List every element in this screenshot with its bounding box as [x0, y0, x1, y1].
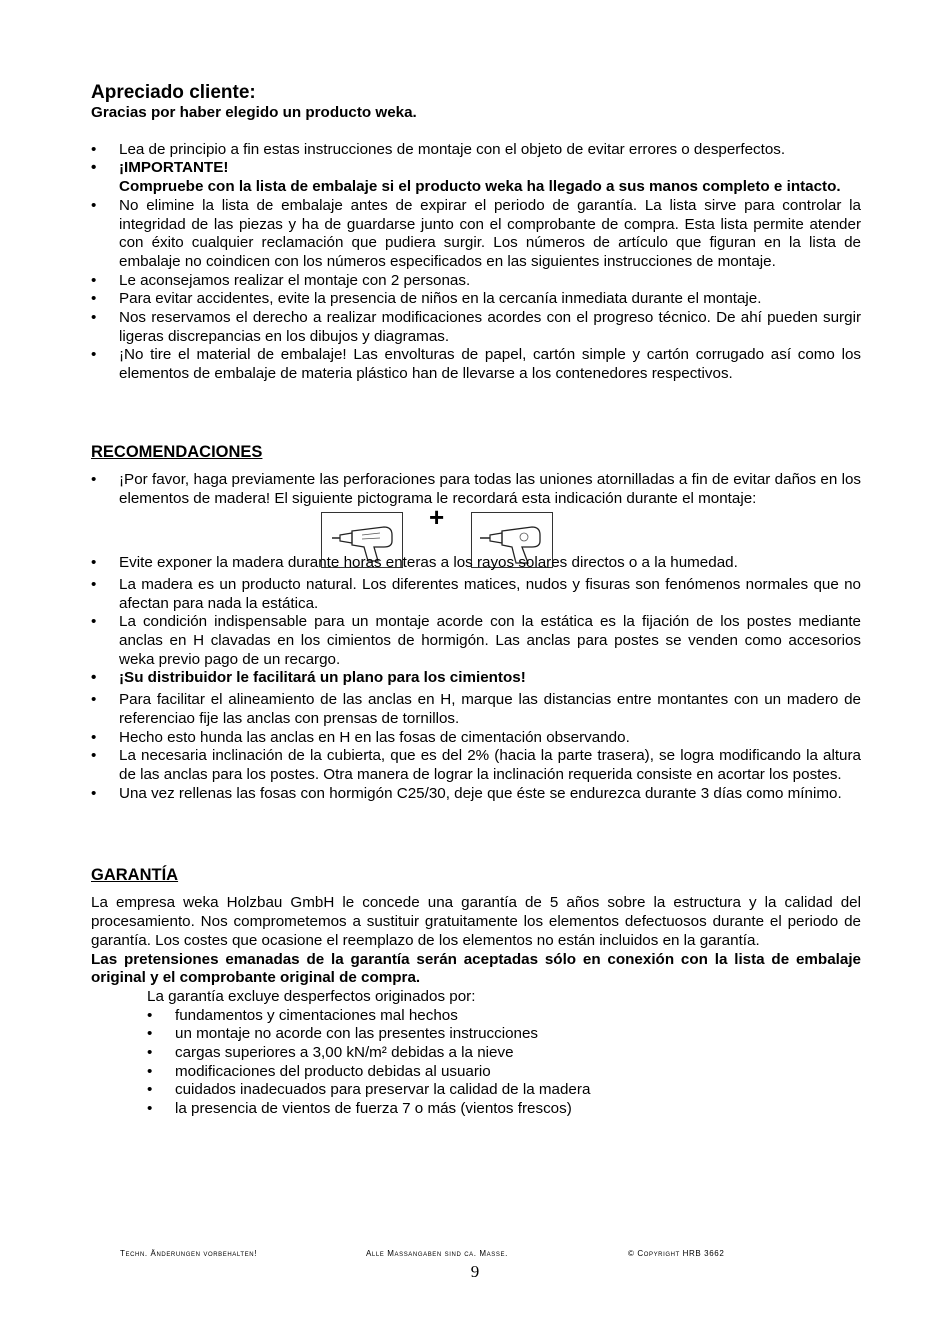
important-item: • ¡IMPORTANTE! Compruebe con la lista de embalaje si el producto weka ha llegado a sus manos completo e intacto.: [91, 159, 841, 196]
bullet-icon: •: [147, 1025, 153, 1043]
bullet-icon: •: [91, 159, 97, 177]
list-item: • Hecho esto hunda las anclas en H en las fosas de cimentación observando.: [91, 728, 630, 746]
list-item: • Nos reservamos el derecho a realizar modificaciones acordes con el progreso técnico. De ahí pueden surgir ligeras discrepancias en los dibujos y diagramas.: [91, 309, 861, 345]
footer-right: © Copyright HRB 3662: [628, 1249, 725, 1258]
bullet-icon: •: [91, 271, 97, 289]
footer-center: Alle Massangaben sind ca. Masse.: [366, 1249, 508, 1258]
list-item: • Para facilitar el alineamiento de las anclas en H, marque las distancias entre montantes con un madero de referenciao fije las anclas con prensas de tornillos.: [91, 691, 861, 727]
intro-list: [91, 141, 861, 384]
list-item: • Una vez rellenas las fosas con hormigón C25/30, deje que éste se endurezca durante 3 días como mínimo.: [91, 784, 842, 802]
list-item: • La condición indispensable para un montaje acorde con la estática es la fijación de los postes mediante anclas en H clavadas en los cimientos de hormigón. Las anclas para postes se venden como accesorios weka previo pago de un recargo.: [91, 613, 861, 668]
bullet-icon: •: [91, 346, 97, 364]
list-item: • Para evitar accidentes, evite la presencia de niños en la cercanía inmediata durante el montaje.: [91, 290, 762, 308]
bullet-icon: •: [91, 691, 97, 709]
bullet-icon: •: [147, 1081, 153, 1099]
bullet-icon: •: [91, 575, 97, 593]
list-item: • La necesaria inclinación de la cubierta, que es del 2% (hacia la parte trasera), se logra modificando la altura de las anclas para los postes. Otra manera de lograr la inclinación requerida consiste en acortar los postes.: [91, 747, 861, 783]
garantia-bold-paragraph: Las pretensiones emanadas de la garantía serán aceptadas sólo en conexión con la lista de embalaje original y el comprobante original de compra.: [91, 950, 861, 987]
list-item: • ¡No tire el material de embalaje! Las envolturas de papel, cartón simple y cartón corrugado así como los elementos de embalaje de materia plástico han de llevarse a los contenedores respectivos.: [91, 346, 861, 383]
exclusions-list: [147, 1007, 861, 1119]
list-item: • la presencia de vientos de fuerza 7 o más (vientos frescos): [147, 1100, 572, 1118]
list-item: • ¡Por favor, haga previamente las perforaciones para todas las uniones atornilladas a fin de evitar daños en los elementos de madera! El siguiente pictograma le recordará esta indicación durante el montaje:: [91, 470, 861, 507]
document-page: [91, 82, 861, 1119]
list-item: • Le aconsejamos realizar el montaje con 2 personas.: [91, 271, 471, 289]
garantia-heading: GARANTÍA: [91, 866, 179, 885]
bullet-icon: •: [91, 309, 97, 327]
bullet-icon: •: [147, 1062, 153, 1080]
list-item: • un montaje no acorde con las presentes instrucciones: [147, 1025, 539, 1043]
exclusions-block: [147, 988, 861, 1119]
list-item: • fundamentos y cimentaciones mal hechos: [147, 1006, 458, 1024]
garantia-paragraph: La empresa weka Holzbau GmbH le concede una garantía de 5 años sobre la estructura y la calidad del procesamiento. Nos comprometemos a sustituir gratuitamente los elementos defectuosos durante el periodo de garantía. Los costes que ocasione el reemplazo de los elementos no están incluidos en la garantía.: [91, 894, 861, 949]
greeting-subtitle: Gracias por haber elegido un producto weka.: [91, 104, 417, 121]
bullet-icon: •: [91, 784, 97, 802]
recomendaciones-list: [91, 554, 861, 803]
page-number: 9: [470, 1262, 480, 1281]
exclusion-intro: La garantía excluye desperfectos originados por:: [147, 987, 476, 1005]
list-item: • cuidados inadecuados para preservar la calidad de la madera: [147, 1081, 591, 1099]
bullet-icon: •: [91, 613, 97, 631]
bullet-icon: •: [91, 196, 97, 214]
bullet-icon: •: [91, 554, 97, 572]
plus-sign: +: [429, 502, 445, 533]
bullet-icon: •: [91, 747, 97, 765]
bullet-icon: •: [147, 1044, 153, 1062]
list-item: • Evite exponer la madera durante horas enteras a los rayos solares directos o a la humedad.: [91, 554, 738, 572]
bullet-icon: •: [91, 470, 97, 488]
bullet-icon: •: [147, 1100, 153, 1118]
bullet-icon: •: [147, 1006, 153, 1024]
drill-pictogram-row: [91, 502, 861, 554]
bullet-icon: •: [91, 728, 97, 746]
list-item: • La madera es un producto natural. Los diferentes matices, nudos y fisuras son fenómenos normales que no afectan para nada la estática.: [91, 575, 861, 612]
list-item: • No elimine la lista de embalaje antes de expirar el periodo de garantía. La lista sirve para controlar la integridad de las piezas y ha de guardarse junto con el comprobante de compra. Esta lista permite atender con éxito cualquier reclamación que pudiera surgir. Los números de artículo que figuran en la lista de embalaje no coindicen con los números especificados en las siguientes instrucciones de montaje.: [91, 196, 861, 270]
bullet-icon: •: [91, 669, 97, 687]
recomendaciones-list-top: [91, 471, 861, 508]
bullet-icon: •: [91, 290, 97, 308]
recomendaciones-heading: RECOMENDACIONES: [91, 442, 263, 461]
list-item: • ¡Su distribuidor le facilitará un plano para los cimientos!: [91, 669, 526, 687]
list-item: • modificaciones del producto debidas al usuario: [147, 1062, 491, 1080]
footer-left: Techn. Änderungen vorbehalten!: [120, 1249, 258, 1258]
bullet-icon: •: [91, 140, 97, 158]
list-item: • Lea de principio a fin estas instrucciones de montaje con el objeto de evitar errores o desperfectos.: [91, 140, 786, 158]
list-item: • cargas superiores a 3,00 kN/m² debidas a la nieve: [147, 1044, 514, 1062]
greeting-title: Apreciado cliente:: [91, 82, 256, 103]
